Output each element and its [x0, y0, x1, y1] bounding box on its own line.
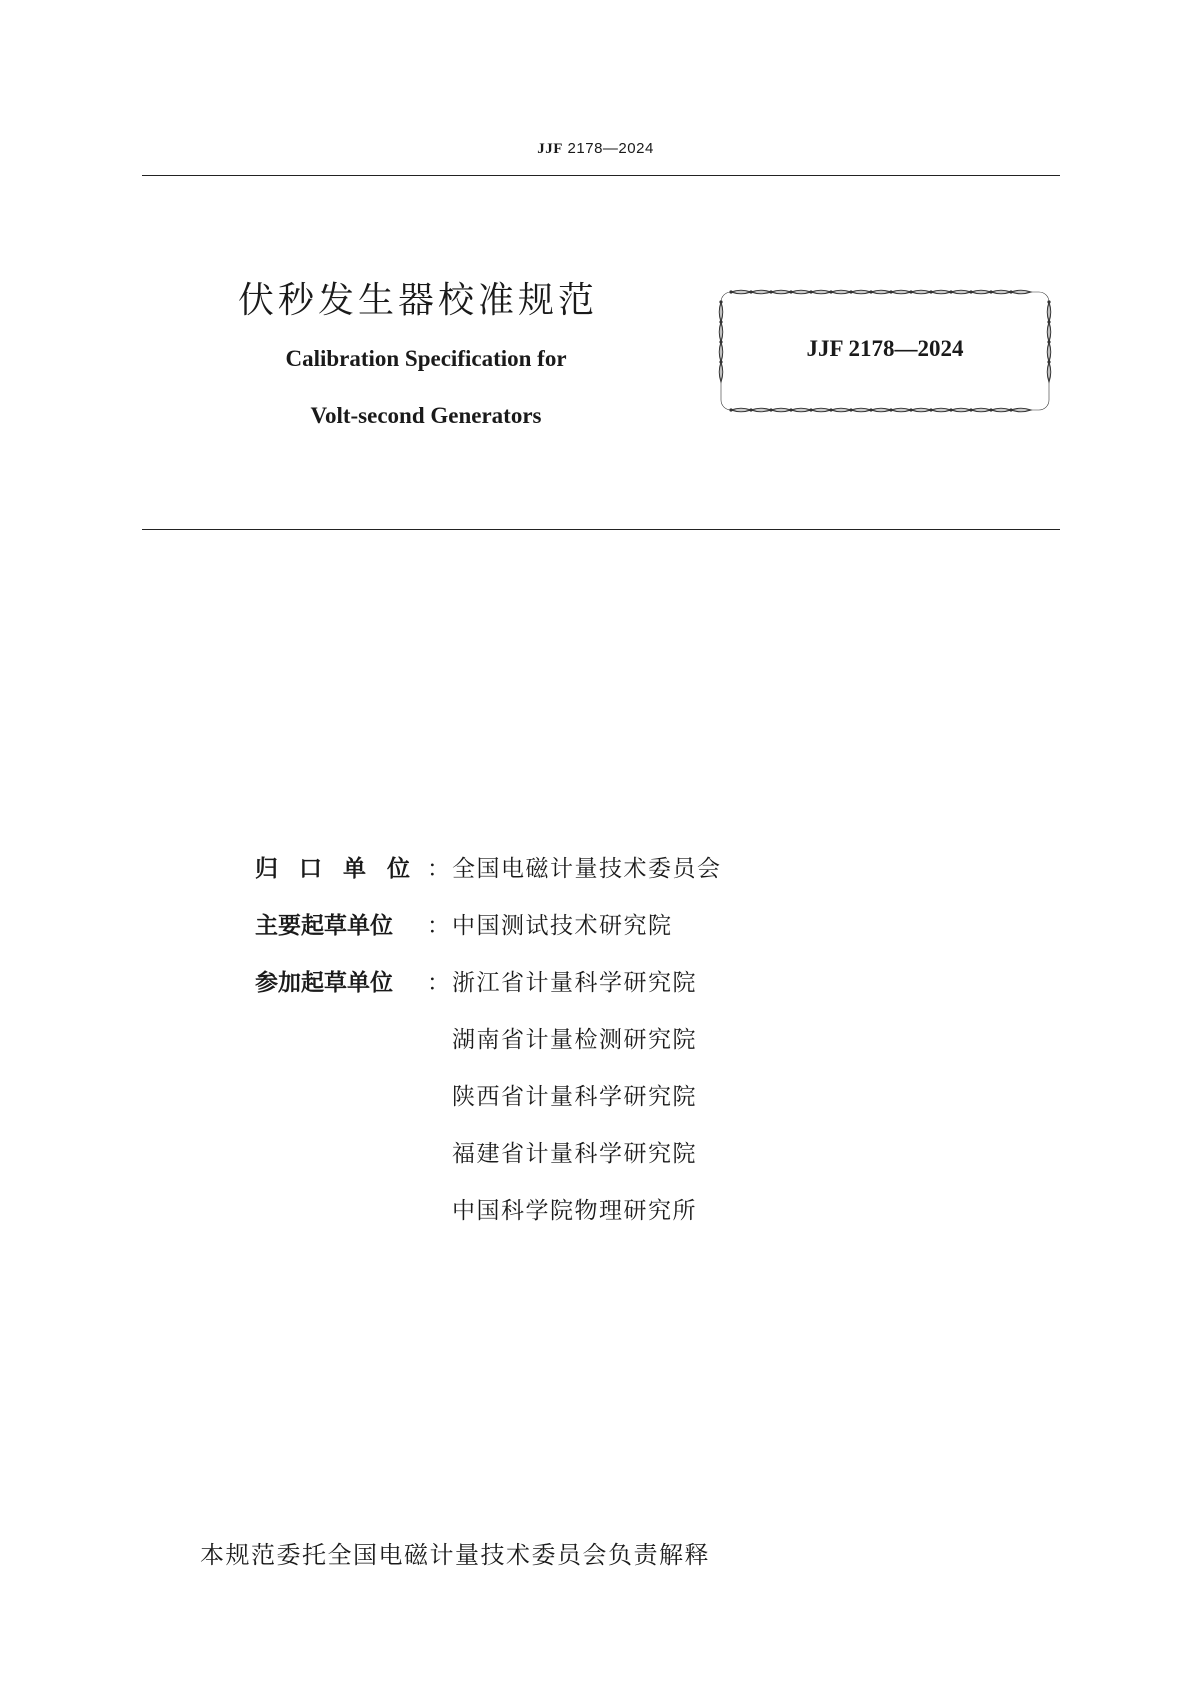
frame-dot	[1047, 300, 1050, 303]
frame-dot	[749, 290, 752, 293]
code-box	[715, 286, 1055, 416]
title-english-line1: Calibration Specification for	[285, 346, 567, 371]
frame-dot	[1047, 320, 1050, 323]
label-colon: ：	[427, 970, 450, 996]
frame-dot	[809, 290, 812, 293]
running-head	[0, 140, 1191, 158]
frame-dot	[789, 408, 792, 411]
frame-dot	[729, 290, 732, 293]
participant-unit: 浙江省计量科学研究院	[452, 970, 697, 996]
code-box-text: JJF 2178—2024	[806, 336, 964, 361]
frame-dot	[809, 408, 812, 411]
frame-dot	[889, 408, 892, 411]
participant-unit: 福建省计量科学研究院	[452, 1141, 697, 1167]
frame-dot	[829, 408, 832, 411]
frame-dot	[719, 320, 722, 323]
responsible-label: 归口单位	[255, 856, 431, 882]
middle-rule	[142, 529, 1060, 530]
title-english-line2: Volt-second Generators	[310, 403, 542, 428]
frame-dot	[909, 408, 912, 411]
frame-dot	[909, 290, 912, 293]
frame-dot	[849, 408, 852, 411]
frame-dot	[949, 290, 952, 293]
frame-dot	[969, 290, 972, 293]
frame-dot	[929, 408, 932, 411]
frame-dot	[929, 290, 932, 293]
participant-unit: 湖南省计量检测研究院	[452, 1027, 697, 1053]
frame-dot	[869, 290, 872, 293]
title-chinese: 伏秒发生器校准规范	[238, 280, 599, 321]
running-head-prefix: JJF	[537, 141, 563, 157]
frame-dot	[749, 408, 752, 411]
frame-dot	[769, 408, 772, 411]
frame-dot	[989, 290, 992, 293]
frame-dot	[719, 300, 722, 303]
main-drafter-label: 主要起草单位	[255, 913, 393, 939]
label-colon: ：	[427, 856, 450, 882]
frame-dot	[889, 290, 892, 293]
main-drafter-unit: 中国测试技术研究院	[452, 913, 673, 939]
frame-dot	[949, 408, 952, 411]
frame-dot	[1009, 290, 1012, 293]
frame-dot	[1009, 408, 1012, 411]
participant-unit: 中国科学院物理研究所	[452, 1198, 697, 1224]
responsible-unit: 全国电磁计量技术委员会	[452, 856, 722, 882]
running-head-code: 2178—2024	[562, 140, 654, 157]
label-colon: ：	[427, 913, 450, 939]
frame-dot	[769, 290, 772, 293]
footer-note: 本规范委托全国电磁计量技术委员会负责解释	[200, 1541, 710, 1569]
frame-dot	[969, 408, 972, 411]
frame-dot	[869, 408, 872, 411]
top-rule	[142, 175, 1060, 176]
frame-dot	[789, 290, 792, 293]
frame-dot	[849, 290, 852, 293]
frame-dot	[729, 408, 732, 411]
frame-dot	[829, 290, 832, 293]
participants-label: 参加起草单位	[255, 970, 393, 996]
frame-dot	[989, 408, 992, 411]
participant-unit: 陕西省计量科学研究院	[452, 1084, 697, 1110]
